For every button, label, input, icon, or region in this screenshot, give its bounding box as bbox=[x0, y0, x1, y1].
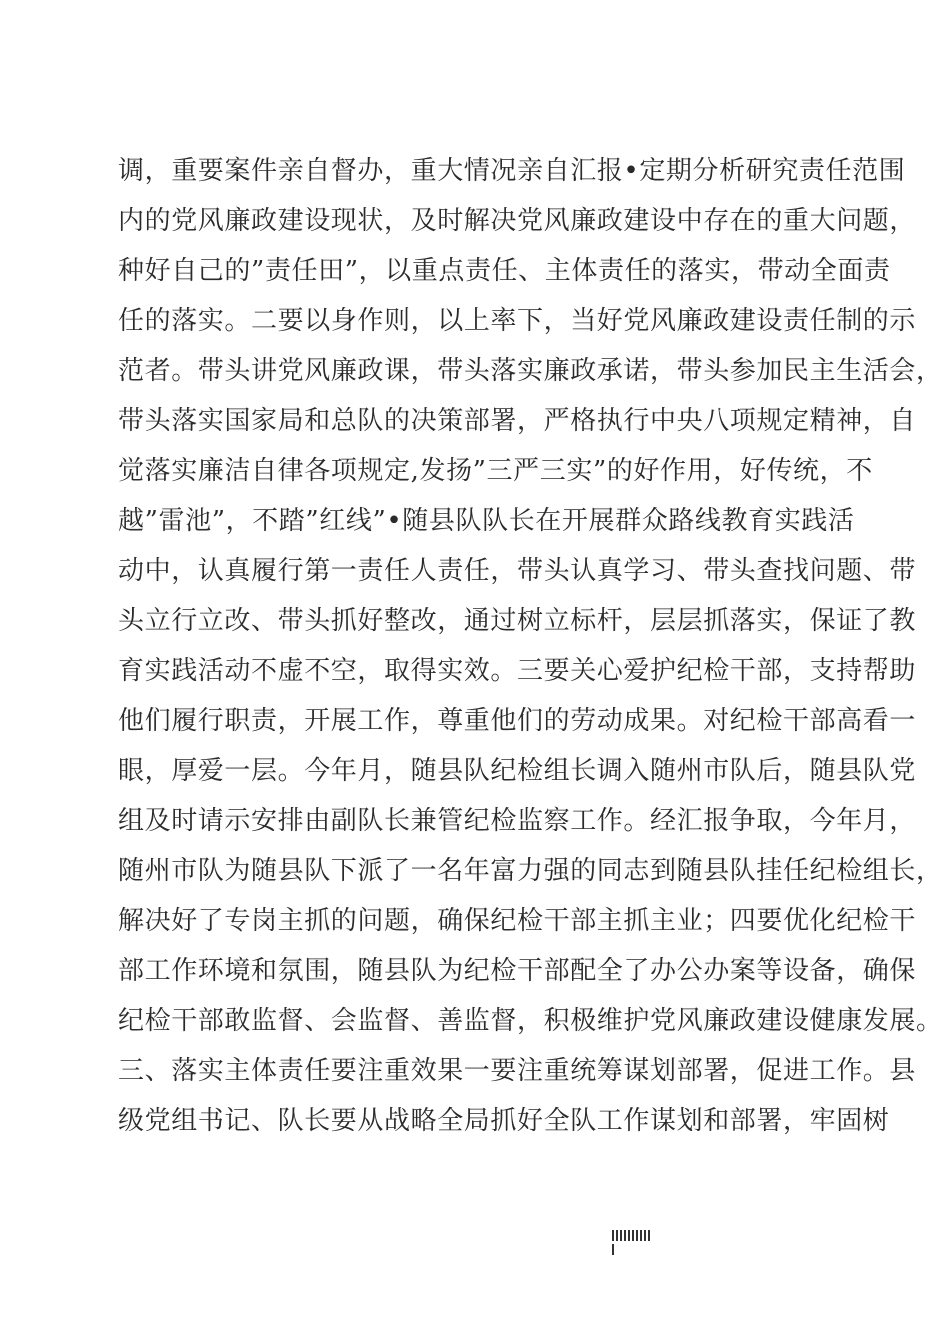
text-line: 内的党风廉政建设现状，及时解决党风廉政建设中存在的重大问题， bbox=[118, 206, 917, 236]
text-line: 他们履行职责，开展工作，尊重他们的劳动成果。对纪检干部高看一 bbox=[118, 706, 917, 736]
text-line: 任的落实。二要以身作则，以上率下，当好党风廉政建设责任制的示 bbox=[118, 306, 917, 336]
text-line: 组及时请示安排由副队长兼管纪检监察工作。经汇报争取，今年月， bbox=[118, 806, 917, 836]
text-line: 随州市队为随县队下派了一名年富力强的同志到随县队挂任纪检组长， bbox=[118, 856, 943, 886]
tick-marks bbox=[612, 1230, 672, 1241]
text-line: 纪检干部敢监督、会监督、善监督，积极维护党风廉政建设健康发展。 bbox=[118, 1006, 943, 1036]
text-line: 级党组书记、队长要从战略全局抓好全队工作谋划和部署，牢固树 bbox=[118, 1106, 890, 1136]
text-line: 动中，认真履行第一责任人责任，带头认真学习、带头查找问题、带 bbox=[118, 556, 917, 586]
text-line: 解决好了专岗主抓的问题，确保纪检干部主抓主业；四要优化纪检干 bbox=[118, 906, 917, 936]
text-line: 越”雷池”，不踏”红线”•随县队队长在开展群众路线教育实践活 bbox=[118, 506, 855, 536]
text-line: 调，重要案件亲自督办，重大情况亲自汇报•定期分析研究责任范围 bbox=[118, 156, 906, 186]
text-line: 育实践活动不虚不空，取得实效。三要关心爱护纪检干部，支持帮助 bbox=[118, 656, 917, 686]
text-line: 觉落实廉洁自律各项规定,发扬”三严三实”的好作用，好传统，不 bbox=[118, 456, 873, 486]
text-line: 部工作环境和氛围，随县队为纪检干部配全了办公办案等设备，确保 bbox=[118, 956, 917, 986]
page-footer-mark bbox=[612, 1230, 672, 1260]
text-line: 头立行立改、带头抓好整改，通过树立标杆，层层抓落实，保证了教 bbox=[118, 606, 917, 636]
body-text bbox=[118, 146, 943, 1146]
text-line: 带头落实国家局和总队的决策部署，严格执行中央八项规定精神，自 bbox=[118, 406, 917, 436]
text-line: 三、落实主体责任要注重效果一要注重统筹谋划部署，促进工作。县 bbox=[118, 1056, 917, 1086]
text-line: 范者。带头讲党风廉政课，带头落实廉政承诺，带头参加民主生活会， bbox=[118, 356, 943, 386]
text-line: 种好自己的”责任田”，以重点责任、主体责任的落实，带动全面责 bbox=[118, 256, 891, 286]
text-line: 眼，厚爱一层。今年月，随县队纪检组长调入随州市队后，随县队党 bbox=[118, 756, 917, 786]
tick-mark bbox=[612, 1244, 614, 1255]
